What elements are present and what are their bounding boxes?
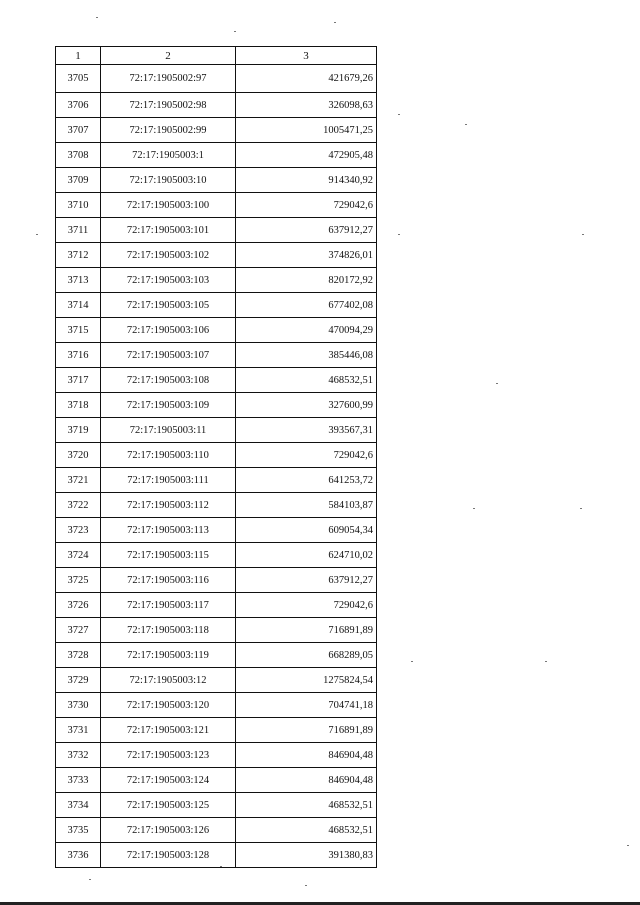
scan-speck — [36, 234, 38, 235]
cadastral-number-cell: 72:17:1905002:98 — [101, 93, 236, 118]
table-row — [56, 693, 377, 718]
table-row — [56, 293, 377, 318]
column-header-2: 2 — [101, 47, 236, 65]
cadastral-number-cell: 72:17:1905003:123 — [101, 743, 236, 768]
cadastral-value-cell: 716891,89 — [236, 618, 377, 643]
table-row — [56, 193, 377, 218]
cadastral-number-cell: 72:17:1905003:102 — [101, 243, 236, 268]
row-number-cell: 3728 — [56, 643, 101, 668]
row-number-cell: 3734 — [56, 793, 101, 818]
cadastral-number-cell: 72:17:1905003:12 — [101, 668, 236, 693]
cadastral-number-cell: 72:17:1905003:107 — [101, 343, 236, 368]
row-number-cell: 3709 — [56, 168, 101, 193]
cadastral-value-cell: 729042,6 — [236, 443, 377, 468]
cadastral-number-cell: 72:17:1905003:126 — [101, 818, 236, 843]
cadastral-number-cell: 72:17:1905002:97 — [101, 65, 236, 93]
table-row — [56, 518, 377, 543]
table-row — [56, 393, 377, 418]
row-number-cell: 3716 — [56, 343, 101, 368]
table-row — [56, 168, 377, 193]
cadastral-value-cell: 637912,27 — [236, 218, 377, 243]
cadastral-number-cell: 72:17:1905003:119 — [101, 643, 236, 668]
cadastral-value-cell: 641253,72 — [236, 468, 377, 493]
scan-speck — [580, 508, 582, 509]
cadastral-number-cell: 72:17:1905003:11 — [101, 418, 236, 443]
cadastral-value-cell: 421679,26 — [236, 65, 377, 93]
cadastral-value-cell: 391380,83 — [236, 843, 377, 868]
table-row — [56, 368, 377, 393]
cadastral-number-cell: 72:17:1905003:110 — [101, 443, 236, 468]
scan-speck — [398, 114, 400, 115]
row-number-cell: 3726 — [56, 593, 101, 618]
scan-speck — [398, 234, 400, 235]
cadastral-value-cell: 326098,63 — [236, 93, 377, 118]
row-number-cell: 3706 — [56, 93, 101, 118]
cadastral-value-cell: 729042,6 — [236, 593, 377, 618]
scan-speck — [89, 879, 91, 880]
cadastral-value-cell: 914340,92 — [236, 168, 377, 193]
row-number-cell: 3717 — [56, 368, 101, 393]
table-row — [56, 268, 377, 293]
row-number-cell: 3731 — [56, 718, 101, 743]
row-number-cell: 3715 — [56, 318, 101, 343]
cadastral-value-cell: 1275824,54 — [236, 668, 377, 693]
scan-speck — [627, 845, 629, 846]
scan-speck — [473, 508, 475, 509]
cadastral-number-cell: 72:17:1905002:99 — [101, 118, 236, 143]
row-number-cell: 3732 — [56, 743, 101, 768]
row-number-cell: 3713 — [56, 268, 101, 293]
cadastral-number-cell: 72:17:1905003:125 — [101, 793, 236, 818]
cadastral-value-cell: 327600,99 — [236, 393, 377, 418]
cadastral-number-cell: 72:17:1905003:100 — [101, 193, 236, 218]
table-row — [56, 618, 377, 643]
cadastral-number-cell: 72:17:1905003:111 — [101, 468, 236, 493]
table-row — [56, 593, 377, 618]
row-number-cell: 3712 — [56, 243, 101, 268]
cadastral-value-cell: 677402,08 — [236, 293, 377, 318]
cadastral-number-cell: 72:17:1905003:112 — [101, 493, 236, 518]
row-number-cell: 3723 — [56, 518, 101, 543]
cadastral-value-cell: 374826,01 — [236, 243, 377, 268]
cadastral-value-cell: 468532,51 — [236, 368, 377, 393]
row-number-cell: 3719 — [56, 418, 101, 443]
cadastral-number-cell: 72:17:1905003:109 — [101, 393, 236, 418]
cadastral-value-cell: 716891,89 — [236, 718, 377, 743]
table-row — [56, 318, 377, 343]
column-header-1: 1 — [56, 47, 101, 65]
row-number-cell: 3710 — [56, 193, 101, 218]
cadastral-number-cell: 72:17:1905003:118 — [101, 618, 236, 643]
cadastral-value-cell: 609054,34 — [236, 518, 377, 543]
cadastral-value-table — [55, 46, 377, 868]
row-number-cell: 3708 — [56, 143, 101, 168]
table-row — [56, 93, 377, 118]
table-row — [56, 493, 377, 518]
cadastral-value-cell: 624710,02 — [236, 543, 377, 568]
cadastral-number-cell: 72:17:1905003:117 — [101, 593, 236, 618]
cadastral-number-cell: 72:17:1905003:113 — [101, 518, 236, 543]
cadastral-number-cell: 72:17:1905003:121 — [101, 718, 236, 743]
table-row — [56, 143, 377, 168]
table-row — [56, 743, 377, 768]
cadastral-number-cell: 72:17:1905003:116 — [101, 568, 236, 593]
cadastral-number-cell: 72:17:1905003:101 — [101, 218, 236, 243]
row-number-cell: 3711 — [56, 218, 101, 243]
table-row — [56, 543, 377, 568]
cadastral-value-cell: 468532,51 — [236, 818, 377, 843]
table-row — [56, 793, 377, 818]
scan-speck — [234, 31, 236, 32]
row-number-cell: 3727 — [56, 618, 101, 643]
row-number-cell: 3721 — [56, 468, 101, 493]
row-number-cell: 3707 — [56, 118, 101, 143]
table-row — [56, 443, 377, 468]
cadastral-number-cell: 72:17:1905003:120 — [101, 693, 236, 718]
table-row — [56, 418, 377, 443]
cadastral-value-cell: 470094,29 — [236, 318, 377, 343]
cadastral-value-cell: 468532,51 — [236, 793, 377, 818]
table-row — [56, 468, 377, 493]
cadastral-number-cell: 72:17:1905003:128 — [101, 843, 236, 868]
row-number-cell: 3718 — [56, 393, 101, 418]
row-number-cell: 3714 — [56, 293, 101, 318]
row-number-cell: 3725 — [56, 568, 101, 593]
scan-speck — [96, 17, 98, 18]
cadastral-value-cell: 1005471,25 — [236, 118, 377, 143]
cadastral-value-cell: 385446,08 — [236, 343, 377, 368]
cadastral-value-cell: 637912,27 — [236, 568, 377, 593]
cadastral-value-cell: 820172,92 — [236, 268, 377, 293]
table-row — [56, 568, 377, 593]
cadastral-value-cell: 472905,48 — [236, 143, 377, 168]
table-body — [56, 65, 377, 868]
row-number-cell: 3736 — [56, 843, 101, 868]
cadastral-number-cell: 72:17:1905003:10 — [101, 168, 236, 193]
row-number-cell: 3730 — [56, 693, 101, 718]
cadastral-number-cell: 72:17:1905003:103 — [101, 268, 236, 293]
row-number-cell: 3705 — [56, 65, 101, 93]
table-row — [56, 843, 377, 868]
scan-speck — [305, 885, 307, 886]
cadastral-number-cell: 72:17:1905003:108 — [101, 368, 236, 393]
table-row — [56, 768, 377, 793]
table-row — [56, 218, 377, 243]
table-row — [56, 343, 377, 368]
row-number-cell: 3729 — [56, 668, 101, 693]
row-number-cell: 3720 — [56, 443, 101, 468]
cadastral-value-cell: 846904,48 — [236, 768, 377, 793]
table-row — [56, 668, 377, 693]
table-row — [56, 118, 377, 143]
column-header-3: 3 — [236, 47, 377, 65]
cadastral-number-cell: 72:17:1905003:115 — [101, 543, 236, 568]
table-row — [56, 65, 377, 93]
cadastral-value-cell: 584103,87 — [236, 493, 377, 518]
scan-speck — [465, 124, 467, 125]
scan-speck — [545, 661, 547, 662]
cadastral-number-cell: 72:17:1905003:1 — [101, 143, 236, 168]
table-header-row — [56, 47, 377, 65]
cadastral-value-cell: 393567,31 — [236, 418, 377, 443]
table-row — [56, 243, 377, 268]
cadastral-number-cell: 72:17:1905003:124 — [101, 768, 236, 793]
row-number-cell: 3733 — [56, 768, 101, 793]
table-row — [56, 718, 377, 743]
cadastral-value-cell: 846904,48 — [236, 743, 377, 768]
row-number-cell: 3724 — [56, 543, 101, 568]
cadastral-value-cell: 729042,6 — [236, 193, 377, 218]
table-row — [56, 818, 377, 843]
row-number-cell: 3722 — [56, 493, 101, 518]
scan-speck — [582, 234, 584, 235]
cadastral-value-cell: 668289,05 — [236, 643, 377, 668]
table-row — [56, 643, 377, 668]
row-number-cell: 3735 — [56, 818, 101, 843]
scan-speck — [334, 22, 336, 23]
cadastral-value-cell: 704741,18 — [236, 693, 377, 718]
scan-speck — [496, 383, 498, 384]
cadastral-number-cell: 72:17:1905003:106 — [101, 318, 236, 343]
cadastral-number-cell: 72:17:1905003:105 — [101, 293, 236, 318]
scan-speck — [411, 661, 413, 662]
